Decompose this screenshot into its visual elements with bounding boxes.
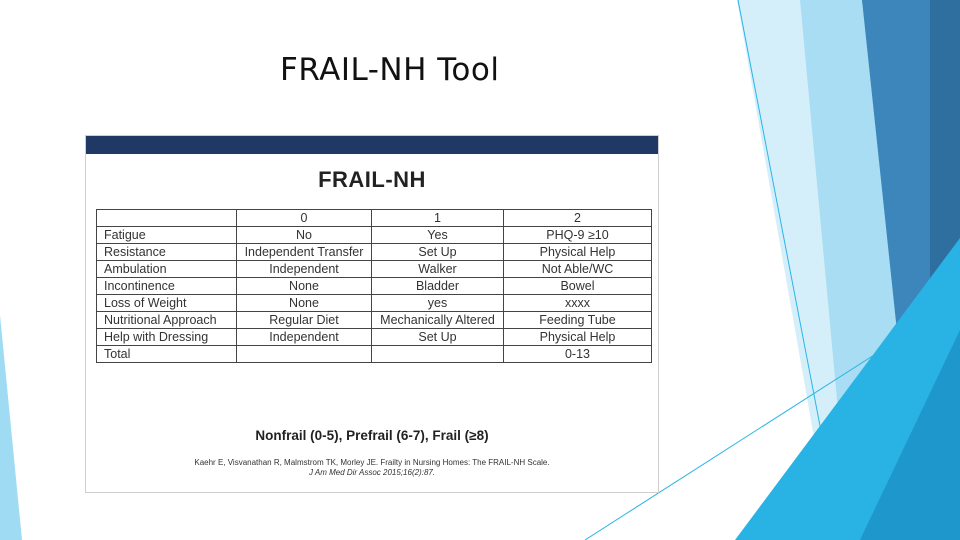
table-header-row — [97, 210, 652, 227]
decor-shape-light-left — [0, 315, 22, 540]
score-0-cell: Independent Transfer — [237, 244, 372, 261]
score-0-cell: None — [237, 295, 372, 312]
score-1-cell: Yes — [372, 227, 504, 244]
column-header-1: 1 — [372, 210, 504, 227]
citation-journal: J Am Med Dir Assoc 2015;16(2):87. — [308, 468, 436, 477]
row-label: Total — [97, 346, 237, 363]
citation — [86, 458, 658, 478]
score-2-cell: xxxx — [504, 295, 652, 312]
frail-nh-figure — [85, 135, 659, 493]
frail-nh-table — [96, 209, 652, 363]
score-1-cell: Walker — [372, 261, 504, 278]
table-row — [97, 261, 652, 278]
column-header-label — [97, 210, 237, 227]
score-0-cell: No — [237, 227, 372, 244]
score-2-cell: Feeding Tube — [504, 312, 652, 329]
row-label: Ambulation — [97, 261, 237, 278]
row-label: Help with Dressing — [97, 329, 237, 346]
table-row — [97, 312, 652, 329]
table-row — [97, 295, 652, 312]
score-0-cell: Independent — [237, 329, 372, 346]
row-label: Nutritional Approach — [97, 312, 237, 329]
score-1-cell: Bladder — [372, 278, 504, 295]
total-range-cell: 0-13 — [504, 346, 652, 363]
slide-title: FRAIL-NH Tool — [280, 52, 500, 88]
table-row — [97, 244, 652, 261]
score-0-cell: Independent — [237, 261, 372, 278]
row-label: Resistance — [97, 244, 237, 261]
score-2-cell: Bowel — [504, 278, 652, 295]
column-header-0: 0 — [237, 210, 372, 227]
column-header-2: 2 — [504, 210, 652, 227]
score-2-cell: PHQ-9 ≥10 — [504, 227, 652, 244]
score-1-cell — [372, 346, 504, 363]
row-label: Loss of Weight — [97, 295, 237, 312]
score-0-cell — [237, 346, 372, 363]
score-1-cell: Set Up — [372, 329, 504, 346]
score-0-cell: Regular Diet — [237, 312, 372, 329]
figure-heading: FRAIL-NH — [318, 167, 426, 192]
row-label: Incontinence — [97, 278, 237, 295]
table-row — [97, 227, 652, 244]
table-row — [97, 329, 652, 346]
score-1-cell: yes — [372, 295, 504, 312]
table-row-total — [97, 346, 652, 363]
figure-header-band — [86, 136, 658, 154]
frailty-summary: Nonfrail (0-5), Prefrail (6-7), Frail (≥8) — [255, 428, 489, 443]
row-label: Fatigue — [97, 227, 237, 244]
citation-authors: Kaehr E, Visvanathan R, Malmstrom TK, Morley JE. Frailty in Nursing Homes: The FRAIL-NH Scale. — [194, 458, 550, 467]
score-1-cell: Set Up — [372, 244, 504, 261]
score-1-cell: Mechanically Altered — [372, 312, 504, 329]
score-2-cell: Not Able/WC — [504, 261, 652, 278]
score-0-cell: None — [237, 278, 372, 295]
score-2-cell: Physical Help — [504, 244, 652, 261]
score-2-cell: Physical Help — [504, 329, 652, 346]
table-row — [97, 278, 652, 295]
